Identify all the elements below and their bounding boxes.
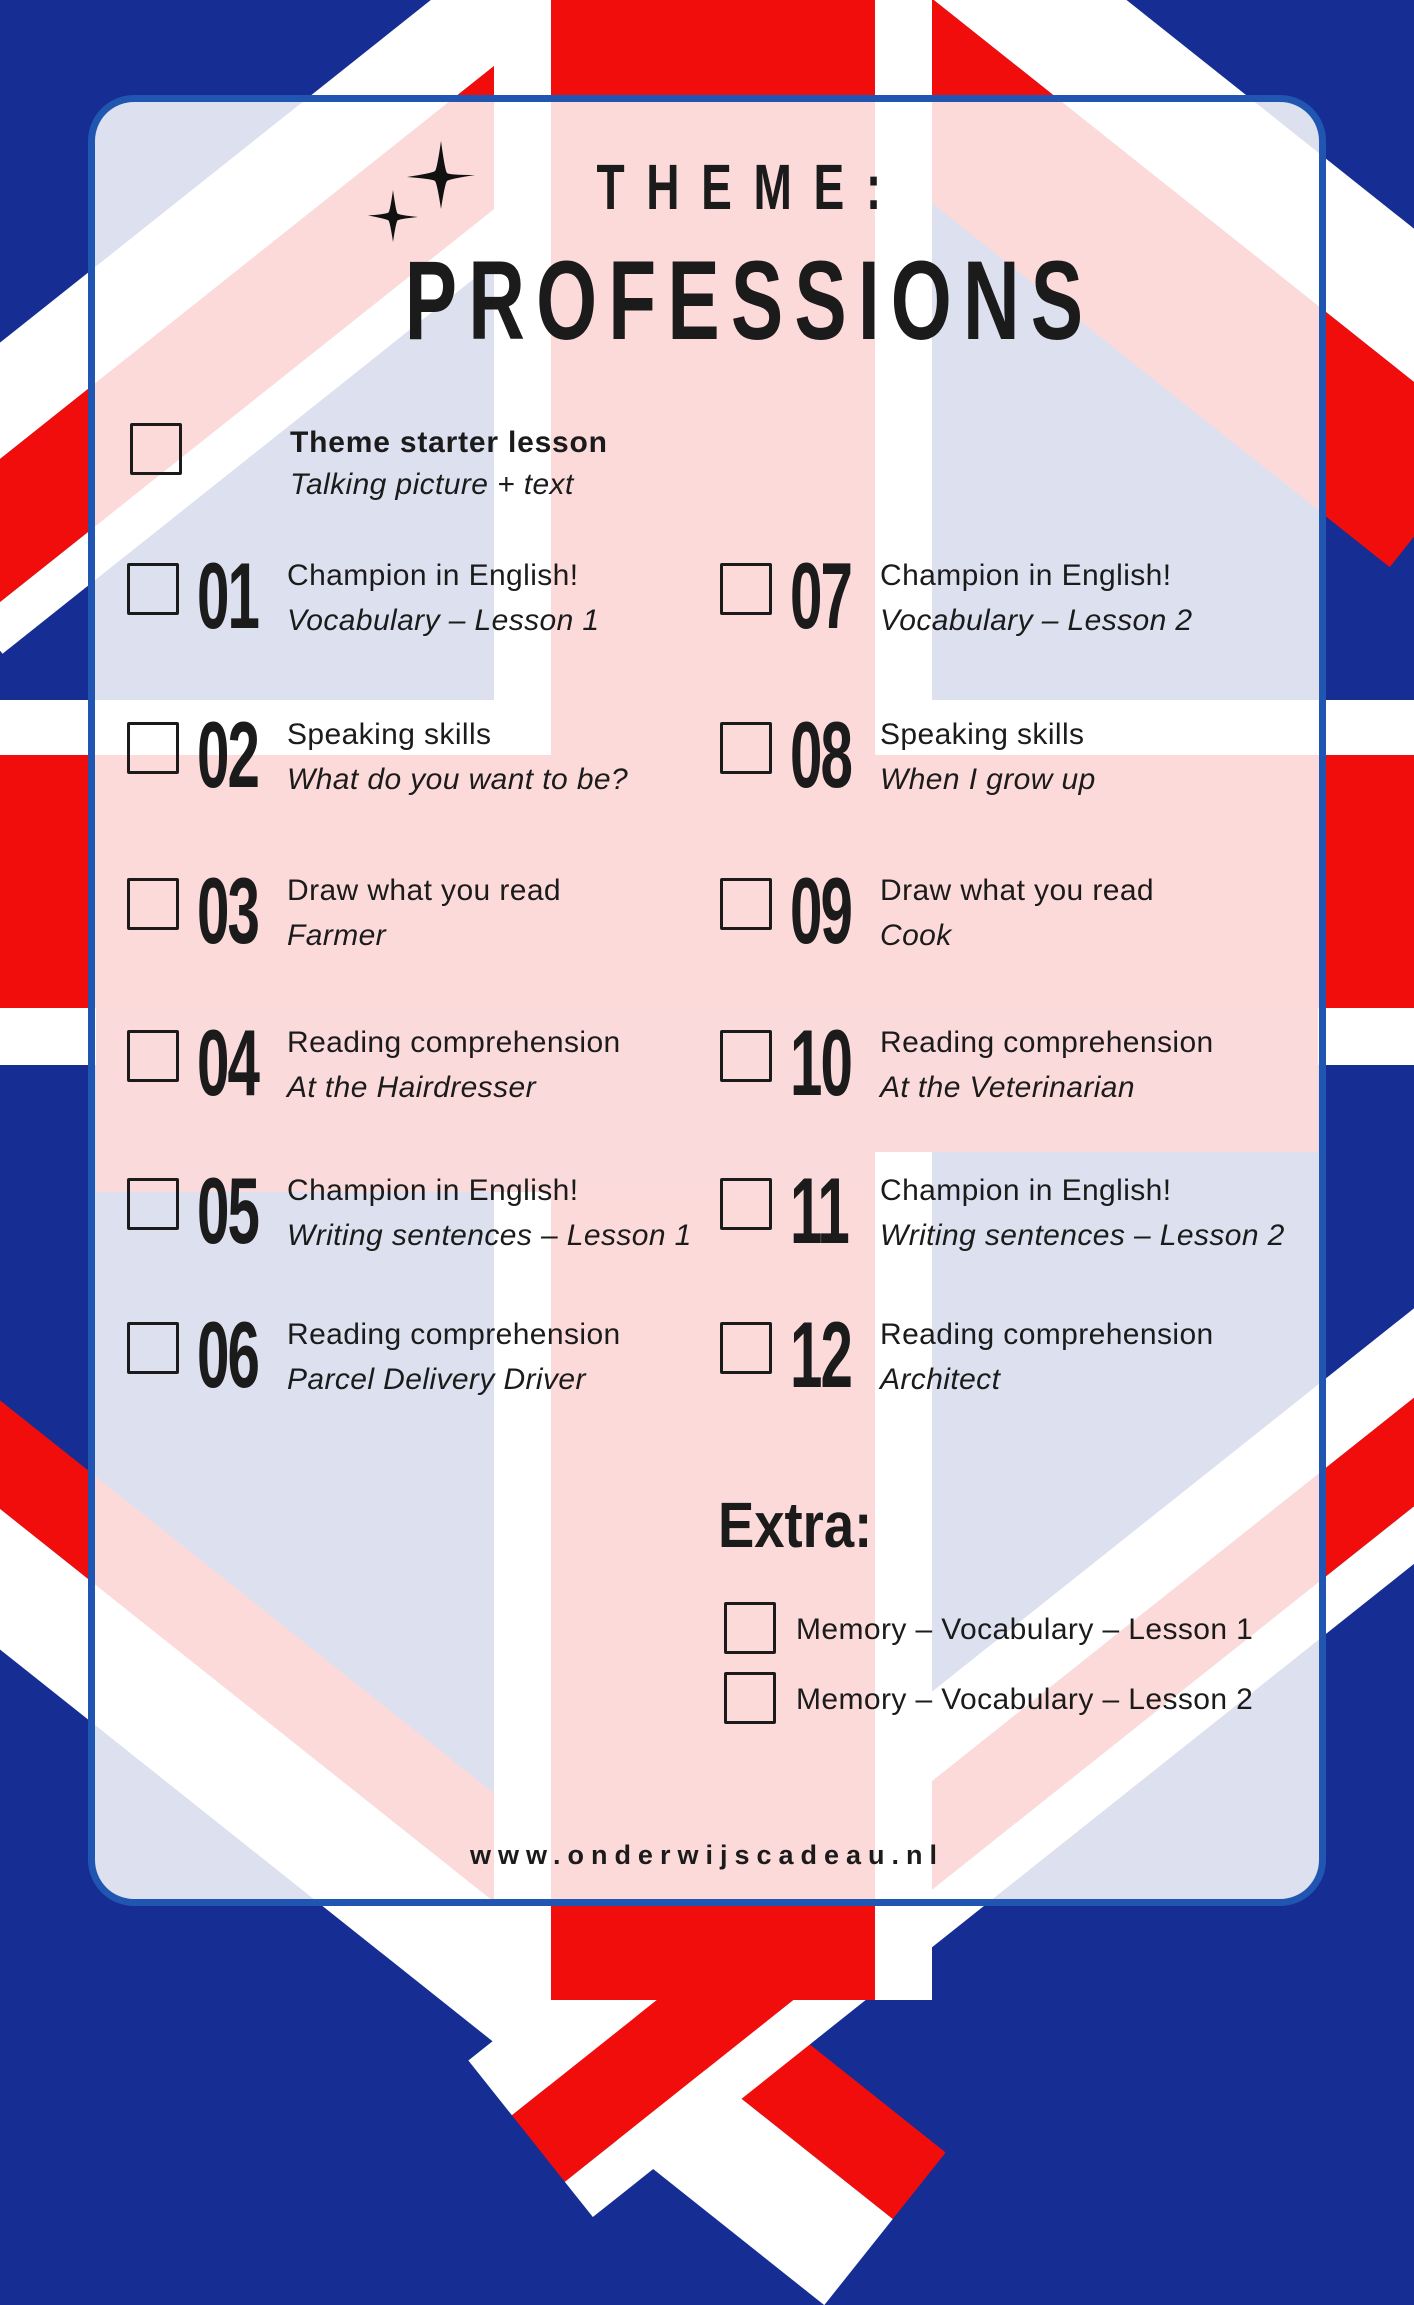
checklist-item-03 bbox=[127, 858, 607, 1008]
extra-item-2 bbox=[724, 1672, 1344, 1732]
page-title bbox=[88, 236, 1412, 365]
checkbox[interactable] bbox=[724, 1602, 776, 1654]
item-subtitle: Writing sentences – Lesson 1 bbox=[287, 1219, 692, 1252]
item-subtitle: Architect bbox=[880, 1363, 1001, 1396]
checklist-item-07 bbox=[720, 543, 1200, 693]
item-number: 02 bbox=[197, 702, 259, 807]
item-subtitle: What do you want to be? bbox=[287, 763, 629, 796]
checkbox[interactable] bbox=[127, 1322, 179, 1374]
extra-item-label: Memory – Vocabulary – Lesson 2 bbox=[796, 1683, 1254, 1716]
checklist-item-04 bbox=[127, 1010, 621, 1160]
item-subtitle: Parcel Delivery Driver bbox=[287, 1363, 586, 1396]
item-number: 06 bbox=[197, 1302, 259, 1407]
item-title: Reading comprehension bbox=[880, 1318, 1214, 1351]
item-subtitle: Vocabulary – Lesson 1 bbox=[287, 604, 600, 637]
checkbox[interactable] bbox=[127, 1030, 179, 1082]
checkbox[interactable] bbox=[127, 1178, 179, 1230]
checklist-item-05 bbox=[127, 1158, 692, 1308]
checkbox[interactable] bbox=[720, 722, 772, 774]
item-subtitle: Farmer bbox=[287, 919, 387, 952]
extra-item-1 bbox=[724, 1602, 1344, 1662]
starter-row bbox=[130, 423, 690, 513]
item-subtitle: Writing sentences – Lesson 2 bbox=[880, 1219, 1285, 1252]
theme-eyebrow-text: THEME: bbox=[596, 151, 904, 223]
item-title: Speaking skills bbox=[287, 718, 492, 751]
item-number: 12 bbox=[790, 1302, 852, 1407]
item-title: Champion in English! bbox=[287, 1174, 579, 1207]
page-title-text: PROFESSIONS bbox=[405, 238, 1095, 363]
item-number: 05 bbox=[197, 1158, 259, 1263]
checklist-item-11 bbox=[720, 1158, 1285, 1308]
starter-title: Theme starter lesson bbox=[290, 426, 608, 459]
item-number: 08 bbox=[790, 702, 852, 807]
item-number: 07 bbox=[790, 543, 852, 648]
checkbox[interactable] bbox=[720, 878, 772, 930]
checklist-item-12 bbox=[720, 1302, 1214, 1452]
checkbox[interactable] bbox=[720, 1322, 772, 1374]
checkbox[interactable] bbox=[720, 563, 772, 615]
item-title: Champion in English! bbox=[287, 559, 579, 592]
item-title: Reading comprehension bbox=[287, 1026, 621, 1059]
item-title: Reading comprehension bbox=[880, 1026, 1214, 1059]
item-title: Reading comprehension bbox=[287, 1318, 621, 1351]
theme-eyebrow bbox=[88, 150, 1412, 224]
item-subtitle: Vocabulary – Lesson 2 bbox=[880, 604, 1193, 637]
checkbox[interactable] bbox=[724, 1672, 776, 1724]
checklist-item-08 bbox=[720, 702, 1200, 852]
item-title: Champion in English! bbox=[880, 1174, 1172, 1207]
item-subtitle: Cook bbox=[880, 919, 952, 952]
item-title: Speaking skills bbox=[880, 718, 1085, 751]
item-subtitle: At the Veterinarian bbox=[880, 1071, 1135, 1104]
item-number: 11 bbox=[790, 1158, 848, 1263]
item-title: Draw what you read bbox=[880, 874, 1154, 907]
checklist-item-01 bbox=[127, 543, 607, 693]
checklist-item-02 bbox=[127, 702, 629, 852]
website-url: www.onderwijscadeau.nl bbox=[469, 1840, 945, 1870]
extra-item-label: Memory – Vocabulary – Lesson 1 bbox=[796, 1613, 1254, 1646]
item-title: Champion in English! bbox=[880, 559, 1172, 592]
checkbox[interactable] bbox=[127, 722, 179, 774]
item-number: 01 bbox=[197, 543, 259, 648]
item-subtitle: At the Hairdresser bbox=[287, 1071, 536, 1104]
item-number: 04 bbox=[197, 1010, 259, 1115]
item-subtitle: When I grow up bbox=[880, 763, 1096, 796]
checklist-item-06 bbox=[127, 1302, 621, 1452]
checkbox[interactable] bbox=[130, 423, 182, 475]
checklist-item-09 bbox=[720, 858, 1200, 1008]
checkbox[interactable] bbox=[720, 1030, 772, 1082]
checkbox[interactable] bbox=[127, 878, 179, 930]
item-number: 09 bbox=[790, 858, 852, 963]
item-title: Draw what you read bbox=[287, 874, 561, 907]
extra-heading: Extra: bbox=[718, 1489, 873, 1561]
checkbox[interactable] bbox=[720, 1178, 772, 1230]
checklist-item-10 bbox=[720, 1010, 1214, 1160]
item-number: 03 bbox=[197, 858, 259, 963]
item-number: 10 bbox=[790, 1010, 852, 1115]
starter-subtitle: Talking picture + text bbox=[290, 468, 574, 501]
checkbox[interactable] bbox=[127, 563, 179, 615]
